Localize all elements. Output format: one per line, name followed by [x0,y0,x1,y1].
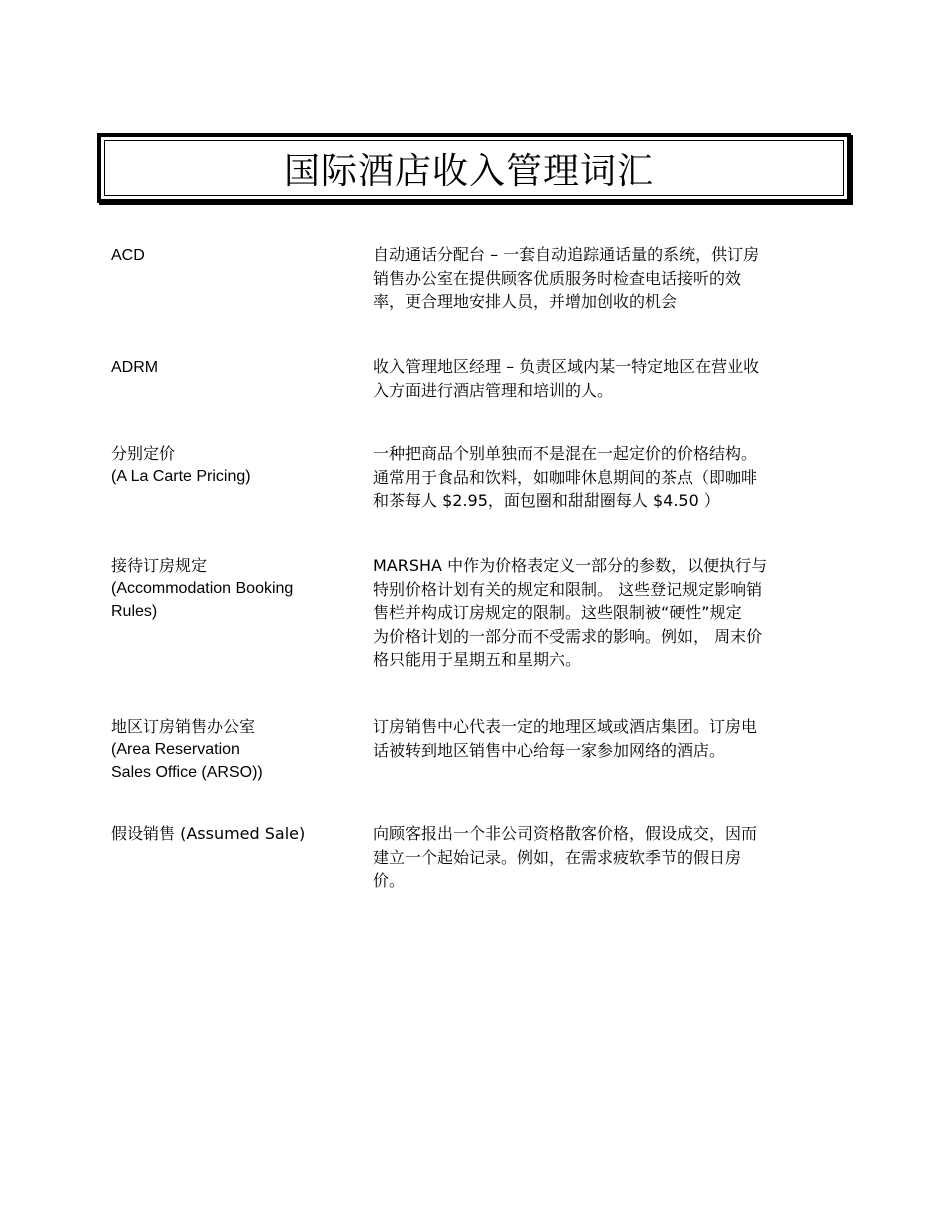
entry-term [111,715,361,784]
entry-definition [373,355,841,402]
page-title: 国际酒店收入管理词汇 [283,150,654,192]
definition-line: 为价格计划的一部分而不受需求的影响。例如， 周末价 [373,626,763,646]
entry-term [111,822,361,845]
definition-line: 向顾客报出一个非公司资格散客价格，假设成交，因而 [373,824,758,843]
definition-line: 一种把商品个别单独而不是混在一起定价的价格结构。 [373,444,758,463]
term-line: Rules) [111,603,158,620]
term-line: (Accommodation Booking [111,580,294,597]
definition-line: 自动通话分配台 – 一套自动追踪通话量的系统，供订房 [373,245,760,264]
definition-line: 入方面进行酒店管理和培训的人。 [373,380,614,400]
entry-definition [373,554,841,672]
term-line: (A La Carte Pricing) [111,468,251,485]
definition-line: MARSHA 中作为价格表定义一部分的参数，以便执行与 [373,556,768,575]
entry-definition [373,442,841,513]
entry-definition [373,243,841,314]
title-frame [104,140,844,196]
entry-term [111,355,361,379]
entry-term [111,442,361,488]
term-line: 地区订房销售办公室 [111,717,256,736]
definition-line: 和茶每人 $2.95，面包圈和甜甜圈每人 $4.50 ） [373,491,720,510]
definition-line: 格只能用于星期五和星期六。 [373,650,582,669]
entry-term [111,554,361,623]
term-line: Sales Office (ARSO)) [111,764,263,781]
term-line: 假设销售 (Assumed Sale) [111,824,306,843]
definition-line: 订房销售中心代表一定的地理区域或酒店集团。订房电 [373,717,758,736]
definition-line: 销售办公室在提供顾客优质服务时检查电话接听的效 [373,268,742,288]
title-box [97,133,851,203]
definition-line: 话被转到地区销售中心给每一家参加网络的酒店。 [373,740,726,760]
entry-definition [373,715,841,762]
entry-definition [373,822,841,893]
term-line: 分别定价 [111,444,176,463]
definition-line: 建立一个起始记录。例如，在需求疲软季节的假日房 [373,847,742,867]
term-line: ACD [111,247,145,264]
definition-line: 收入管理地区经理 – 负责区域内某一特定地区在营业收 [373,357,760,376]
definition-line: 率，更合理地安排人员，并增加创收的机会 [373,292,678,311]
term-line: 接待订房规定 [111,556,208,575]
definition-line: 特别价格计划有关的规定和限制。 这些登记规定影响销 [373,579,763,599]
term-line: (Area Reservation [111,741,240,758]
definition-line: 售栏并构成订房规定的限制。这些限制被“硬性”规定 [373,603,742,622]
definition-line: 通常用于食品和饮料，如咖啡休息期间的茶点（即咖啡 [373,467,758,487]
definition-line: 价。 [373,871,406,890]
entry-term [111,243,361,267]
term-line: ADRM [111,359,159,376]
